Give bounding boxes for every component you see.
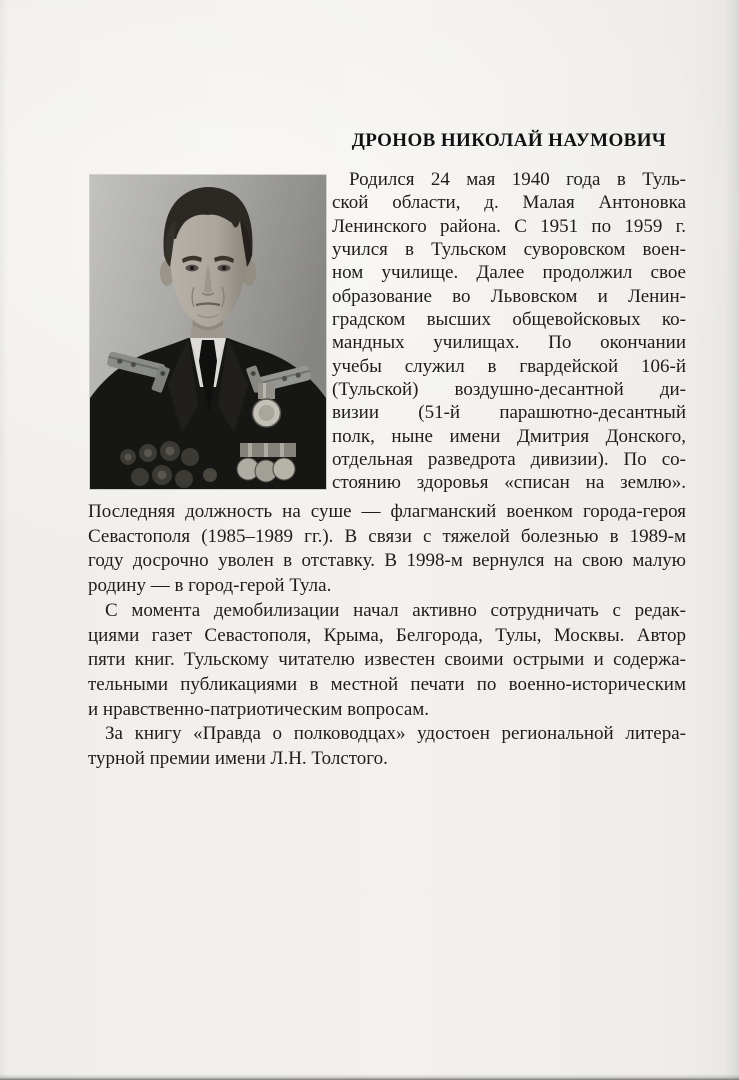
text-line: С момента демобилизации начал активно сотрудничать с редак-	[105, 599, 686, 621]
text-line: Последняя должность на суше — флагманский военком города-героя	[88, 501, 686, 522]
text-line: ном училище. Далее продолжил свое	[332, 262, 686, 284]
text-line: отдельная разведрота дивизии). По со-	[332, 449, 686, 471]
text-line: году досрочно уволен в отставку. В 1998-м вернулся на свою малую	[88, 550, 686, 572]
text-line: циями газет Севастополя, Крыма, Белгорода, Тулы, Москвы. Автор	[88, 624, 686, 646]
text-line: градском высших общевойсковых ко-	[332, 309, 686, 331]
page-title: ДРОНОВ НИКОЛАЙ НАУМОВИЧ	[351, 130, 667, 151]
intro-text-column	[332, 168, 686, 495]
text-line: (Тульской) воздушно-десантной ди-	[332, 379, 686, 401]
text-line: и нравственно-патриотическим вопросам.	[88, 698, 430, 720]
text-line: визии (51-й парашютно-десантный	[332, 402, 686, 424]
body-text	[88, 500, 686, 772]
portrait-photo-art	[90, 175, 326, 489]
text-line: образование во Львовском и Ленин-	[332, 285, 686, 307]
text-line: За книгу «Правда о полководцах» удостоен региональной литера-	[105, 723, 686, 745]
scan-edge-right	[725, 0, 739, 1080]
text-line: Севастополя (1985–1989 гг.). В связи с тяжелой болезнью в 1989-м	[88, 525, 686, 547]
text-line: пяти книг. Тульскому читателю известен своими острыми и содержа-	[88, 649, 686, 671]
text-line: ской области, д. Малая Антоновка	[332, 192, 686, 214]
scan-edge-left	[0, 0, 8, 1080]
text-line: тельными публикациями в местной печати по военно-историческим	[88, 673, 686, 695]
scan-edge-bottom	[0, 1074, 739, 1080]
text-line: Родился 24 мая 1940 года в Туль-	[349, 169, 686, 190]
text-line: учебы служил в гвардейской 106-й	[332, 355, 686, 377]
text-line: родину — в город-герой Тула.	[88, 575, 332, 597]
text-line: мандных училищах. По окончании	[332, 332, 686, 354]
text-line: Ленинского района. С 1951 по 1959 г.	[332, 215, 686, 237]
text-line: турной премии имени Л.Н. Толстого.	[88, 748, 388, 770]
portrait-photo	[90, 175, 326, 489]
text-line: полк, ныне имени Дмитрия Донского,	[332, 425, 686, 447]
text-line: стоянию здоровья «списан на землю».	[332, 472, 686, 494]
text-line: учился в Тульском суворовском воен-	[332, 239, 686, 261]
